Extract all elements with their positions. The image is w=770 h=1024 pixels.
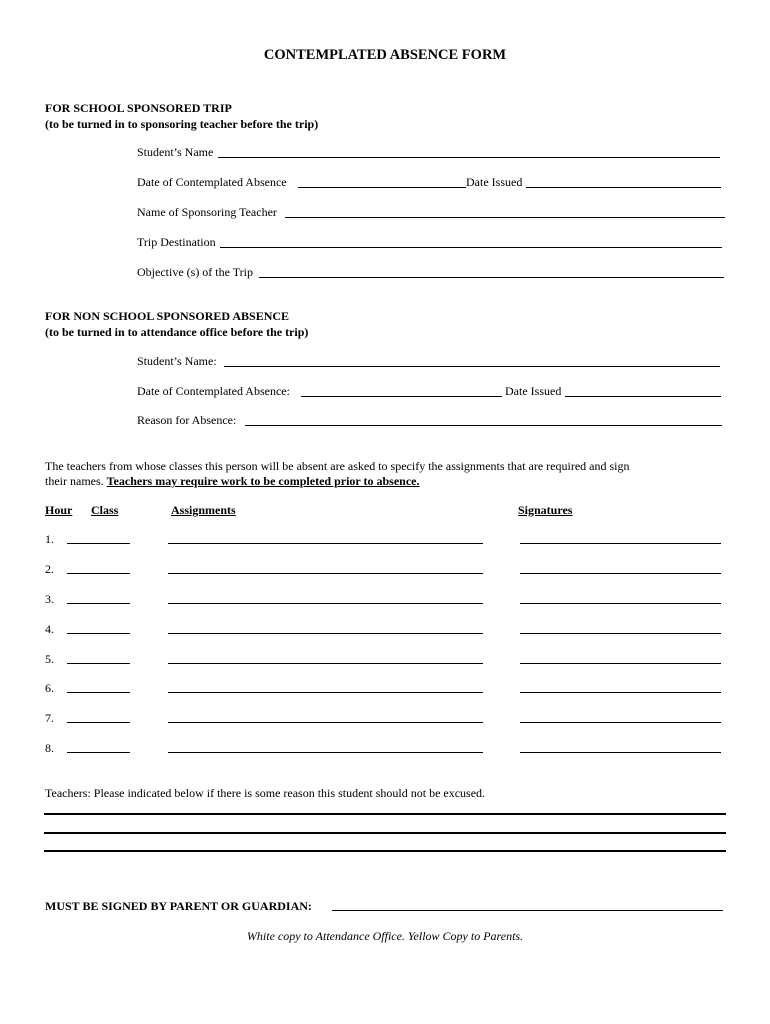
student-name-label: Student’s Name bbox=[137, 145, 214, 159]
row-6-label: 6. bbox=[45, 681, 54, 695]
assignments-header: Assignments bbox=[171, 503, 236, 517]
row-7-label: 7. bbox=[45, 711, 54, 725]
row-6-assignment-field[interactable] bbox=[168, 692, 483, 693]
parent-signature-field[interactable] bbox=[332, 910, 723, 911]
row-2-class-field[interactable] bbox=[67, 573, 130, 574]
row-4-assignment-field[interactable] bbox=[168, 633, 483, 634]
destination-field[interactable] bbox=[220, 247, 722, 248]
instructions-emphasis: Teachers may require work to be completed prior to absence. bbox=[106, 474, 420, 488]
row-7-class-field[interactable] bbox=[67, 722, 130, 723]
school-trip-subheading: (to be turned in to sponsoring teacher before the trip) bbox=[45, 117, 319, 131]
signatures-header: Signatures bbox=[518, 503, 573, 517]
ns-date-issued-field[interactable] bbox=[565, 396, 721, 397]
sponsor-teacher-field[interactable] bbox=[285, 217, 725, 218]
ns-student-name-field[interactable] bbox=[224, 366, 720, 367]
date-absence-field[interactable] bbox=[298, 187, 466, 188]
hour-header: Hour bbox=[45, 503, 73, 517]
row-2-signature-field[interactable] bbox=[520, 573, 721, 574]
teachers-note-line-2[interactable] bbox=[44, 832, 726, 834]
row-1-assignment-field[interactable] bbox=[168, 543, 483, 544]
ns-date-absence-label: Date of Contemplated Absence: bbox=[137, 384, 290, 398]
row-5-label: 5. bbox=[45, 652, 54, 666]
row-1-class-field[interactable] bbox=[67, 543, 130, 544]
row-8-assignment-field[interactable] bbox=[168, 752, 483, 753]
instructions-line1: The teachers from whose classes this person will be absent are asked to specify the assignments that are required and sign bbox=[45, 459, 630, 473]
parent-signature-label: MUST BE SIGNED BY PARENT OR GUARDIAN: bbox=[45, 899, 312, 913]
row-2-assignment-field[interactable] bbox=[168, 573, 483, 574]
row-4-signature-field[interactable] bbox=[520, 633, 721, 634]
teachers-note-line-3[interactable] bbox=[44, 850, 726, 852]
row-4-label: 4. bbox=[45, 622, 54, 636]
row-3-signature-field[interactable] bbox=[520, 603, 721, 604]
non-school-subheading: (to be turned in to attendance office before the trip) bbox=[45, 325, 309, 339]
date-issued-field[interactable] bbox=[526, 187, 721, 188]
class-header: Class bbox=[91, 503, 119, 517]
instructions-prefix: their names. bbox=[45, 474, 107, 488]
ns-date-absence-field[interactable] bbox=[301, 396, 502, 397]
row-8-label: 8. bbox=[45, 741, 54, 755]
row-3-class-field[interactable] bbox=[67, 603, 130, 604]
row-6-class-field[interactable] bbox=[67, 692, 130, 693]
row-4-class-field[interactable] bbox=[67, 633, 130, 634]
reason-field[interactable] bbox=[245, 425, 722, 426]
row-5-assignment-field[interactable] bbox=[168, 663, 483, 664]
instructions-line2 bbox=[45, 473, 420, 489]
form-title: CONTEMPLATED ABSENCE FORM bbox=[263, 47, 507, 63]
copy-note: White copy to Attendance Office. Yellow Copy to Parents. bbox=[246, 929, 524, 943]
row-7-signature-field[interactable] bbox=[520, 722, 721, 723]
row-6-signature-field[interactable] bbox=[520, 692, 721, 693]
teachers-note-line-1[interactable] bbox=[44, 813, 726, 815]
date-issued-label: Date Issued bbox=[466, 175, 523, 189]
row-1-signature-field[interactable] bbox=[520, 543, 721, 544]
sponsor-teacher-label: Name of Sponsoring Teacher bbox=[137, 205, 277, 219]
objective-field[interactable] bbox=[259, 277, 724, 278]
ns-student-name-label: Student’s Name: bbox=[137, 354, 217, 368]
reason-label: Reason for Absence: bbox=[137, 413, 237, 427]
date-absence-label: Date of Contemplated Absence bbox=[137, 175, 287, 189]
row-3-label: 3. bbox=[45, 592, 54, 606]
row-5-class-field[interactable] bbox=[67, 663, 130, 664]
row-8-signature-field[interactable] bbox=[520, 752, 721, 753]
teachers-note: Teachers: Please indicated below if there is some reason this student should not be excused. bbox=[45, 786, 486, 800]
student-name-field[interactable] bbox=[218, 157, 720, 158]
objective-label: Objective (s) of the Trip bbox=[137, 265, 253, 279]
destination-label: Trip Destination bbox=[137, 235, 216, 249]
row-2-label: 2. bbox=[45, 562, 54, 576]
row-3-assignment-field[interactable] bbox=[168, 603, 483, 604]
row-5-signature-field[interactable] bbox=[520, 663, 721, 664]
row-1-label: 1. bbox=[45, 532, 54, 546]
row-8-class-field[interactable] bbox=[67, 752, 130, 753]
ns-date-issued-label: Date Issued bbox=[505, 384, 562, 398]
non-school-heading: FOR NON SCHOOL SPONSORED ABSENCE bbox=[45, 309, 290, 323]
row-7-assignment-field[interactable] bbox=[168, 722, 483, 723]
school-trip-heading: FOR SCHOOL SPONSORED TRIP bbox=[45, 101, 232, 115]
